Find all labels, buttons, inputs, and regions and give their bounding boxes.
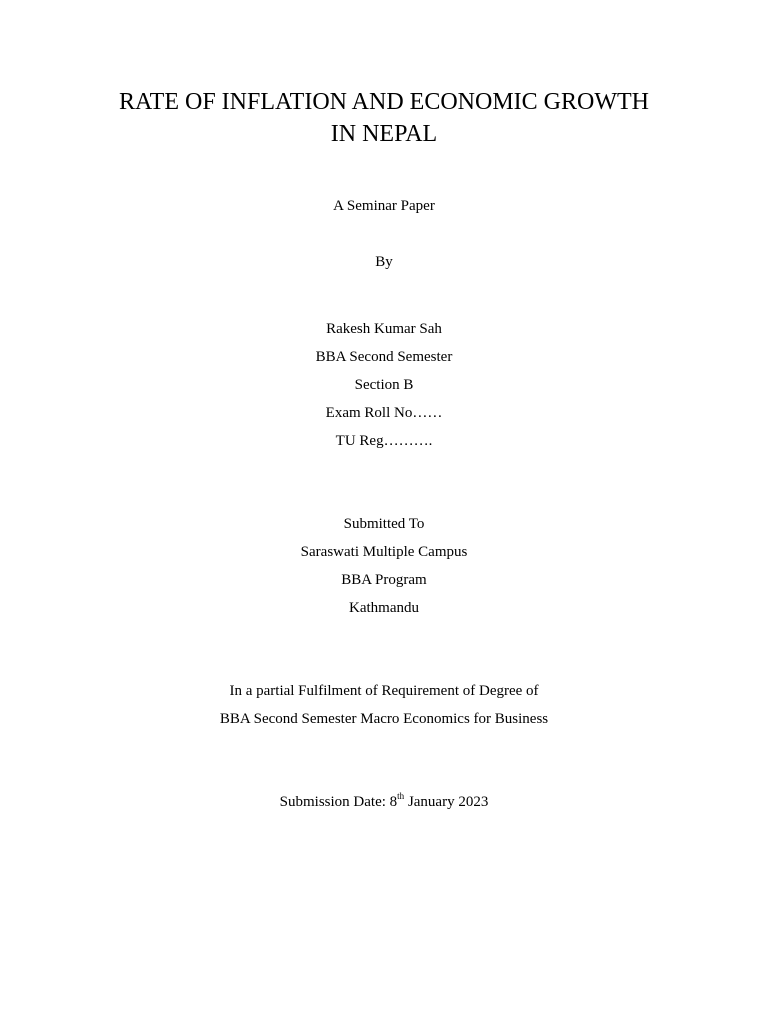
title-line-2: IN NEPAL xyxy=(330,121,438,147)
exam-roll-no: Exam Roll No…… xyxy=(325,405,443,421)
institution-program: BBA Program xyxy=(341,572,427,588)
submission-date-prefix: Submission Date: 8 xyxy=(279,794,398,810)
institution-name: Saraswati Multiple Campus xyxy=(300,544,468,560)
paper-type: A Seminar Paper xyxy=(333,198,435,214)
author-name: Rakesh Kumar Sah xyxy=(326,321,442,337)
document-title xyxy=(0,86,768,150)
submission-date-suffix: January 2023 xyxy=(404,794,489,810)
submission-date xyxy=(0,793,768,811)
tu-registration: TU Reg………. xyxy=(335,433,433,449)
by-label: By xyxy=(375,254,393,270)
institution-city: Kathmandu xyxy=(349,600,419,616)
fulfilment-line-2: BBA Second Semester Macro Economics for Business xyxy=(219,711,549,727)
submitted-to-label: Submitted To xyxy=(343,516,425,532)
title-line-1: RATE OF INFLATION AND ECONOMIC GROWTH xyxy=(119,89,649,115)
author-section: Section B xyxy=(354,377,414,393)
submission-date-ordinal: th xyxy=(397,791,405,801)
fulfilment-line-1: In a partial Fulfilment of Requirement of Degree of xyxy=(229,683,539,699)
author-program: BBA Second Semester xyxy=(315,349,453,365)
